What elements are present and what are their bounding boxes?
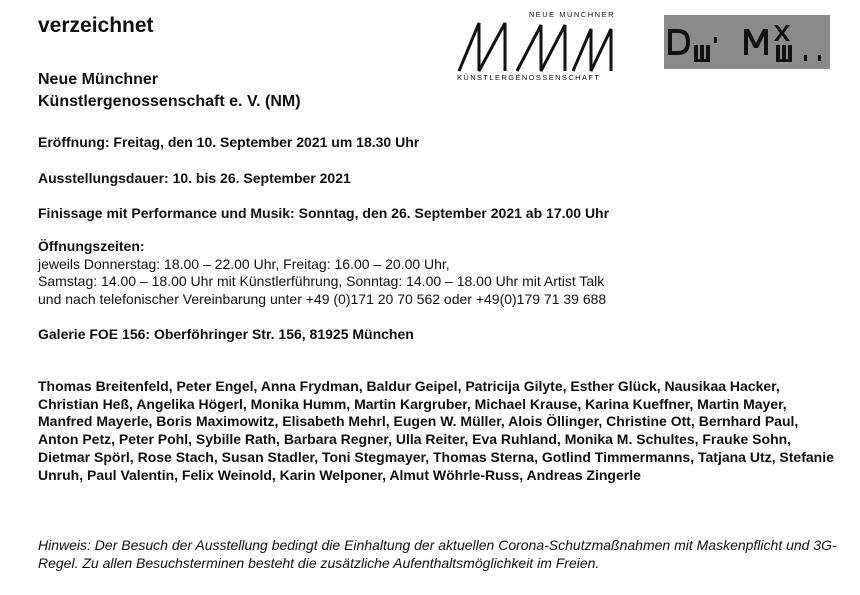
- opening-hours-heading: Öffnungszeiten:: [38, 238, 145, 254]
- nm-logo-top-text: NEUE MÜNCHNER: [528, 10, 615, 19]
- venue-line: Galerie FOE 156: Oberföhringer Str. 156, 81925 München: [38, 326, 414, 342]
- opening-hours: [38, 238, 606, 308]
- nm-monogram-icon: [455, 19, 617, 73]
- duration-line: Ausstellungsdauer: 10. bis 26. September 2021: [38, 170, 351, 186]
- corona-note: Hinweis: Der Besuch der Ausstellung bedingt die Einhaltung der aktuellen Corona-Schutzmaßnahmen mit Maskenpflicht und 3G-Regel. Zu allen Besuchsterminen besteht die zusätzliche Aufenthaltsmöglichkeit im Freien.: [38, 537, 837, 571]
- artists-list: Thomas Breitenfeld, Peter Engel, Anna Frydman, Baldur Geipel, Patricija Gilyte, Esther Glück, Nausikaa Hacker, Christian Heß, Angelika Högerl, Monika Humm, Martin Kargruber, Michael Krause, Karina Kueffner, Martin Mayer, Manfred Mayerle, Boris Maximowitz, Elisabeth Mehrl, Eugen W. Müller, Alois Öllinger, Christine Ott, Bernhard Paul, Anton Petz, Peter Pohl, Sybille Rath, Barbara Regner, Ulla Reiter, Eva Ruhland, Monika M. Schultes, Frauke Sohn, Dietmar Spörl, Rose Stach, Susan Stadler, Toni Stegmayer, Thomas Sterna, Gotlind Timmermanns, Tatjana Utz, Stefanie Unruh, Paul Valentin, Felix Weinold, Karin Welponer, Almut Wöhrle-Russ, Andreas Zingerle: [38, 378, 834, 483]
- finissage-line: Finissage mit Performance und Musik: Sonntag, den 26. September 2021 ab 17.00 Uhr: [38, 205, 610, 221]
- opening-hours-line-2: Samstag: 14.00 – 18.00 Uhr mit Künstlerführung, Sonntag: 14.00 – 18.00 Uhr mit Artist Talk: [38, 273, 605, 289]
- nm-logo-bottom-text: KÜNSTLERGENOSSENSCHAFT: [457, 73, 601, 82]
- organization-name: [38, 69, 301, 113]
- dmxm-logo-icon: [664, 15, 830, 69]
- page-title: verzeichnet: [38, 14, 154, 37]
- organization-line-1: Neue Münchner: [38, 71, 159, 88]
- nm-logo: [455, 10, 617, 84]
- opening-line: Eröffnung: Freitag, den 10. September 2021 um 18.30 Uhr: [38, 134, 420, 150]
- opening-hours-line-3: und nach telefonischer Vereinbarung unter +49 (0)171 20 70 562 oder +49(0)179 71 39 688: [38, 290, 607, 307]
- organization-line-2: Künstlergenossenschaft e. V. (NM): [38, 93, 301, 110]
- opening-hours-line-1: jeweils Donnerstag: 18.00 – 22.00 Uhr, Freitag: 16.00 – 20.00 Uhr,: [38, 255, 450, 272]
